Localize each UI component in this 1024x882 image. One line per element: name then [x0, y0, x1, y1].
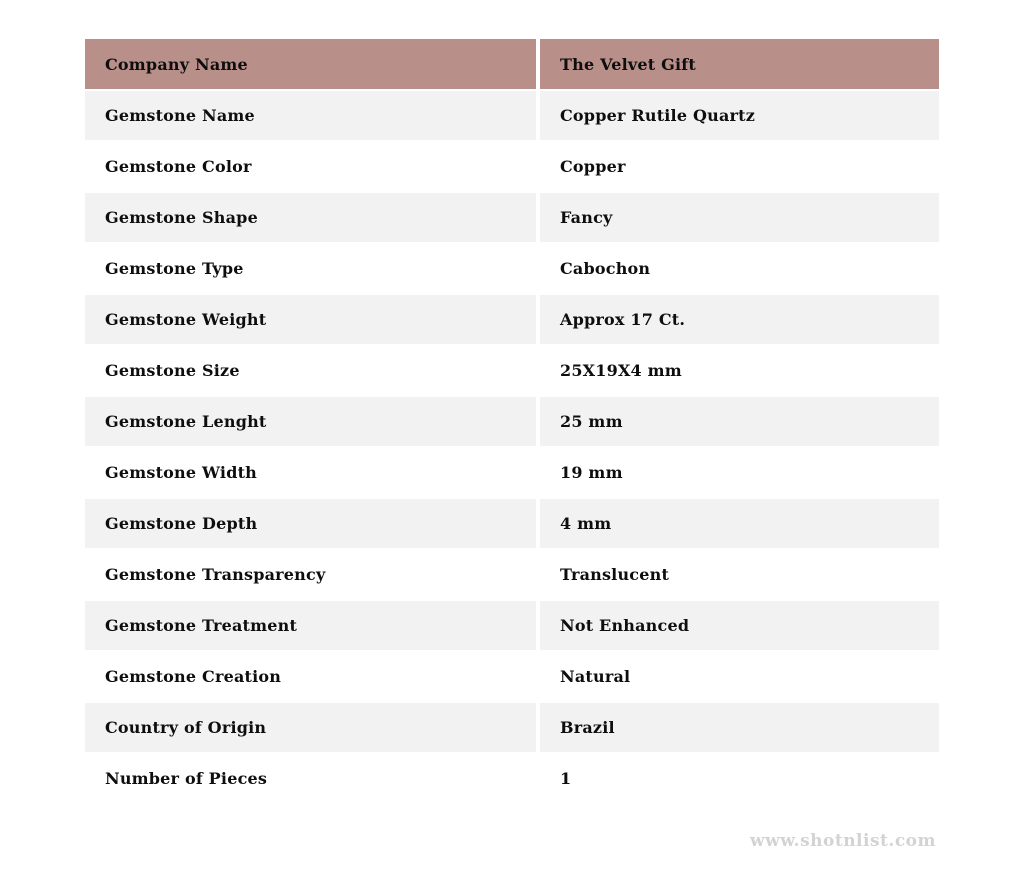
- row-label: Country of Origin: [85, 703, 536, 752]
- table-header-row: [85, 39, 939, 89]
- table-row: [85, 346, 939, 395]
- row-label: Gemstone Weight: [85, 295, 536, 344]
- table-row: [85, 397, 939, 446]
- table-row: [85, 295, 939, 344]
- table-row: [85, 448, 939, 497]
- row-label: Gemstone Creation: [85, 652, 536, 701]
- row-label: Gemstone Lenght: [85, 397, 536, 446]
- row-value: Copper: [540, 142, 939, 191]
- row-value: 25X19X4 mm: [540, 346, 939, 395]
- row-value: Translucent: [540, 550, 939, 599]
- row-label: Gemstone Width: [85, 448, 536, 497]
- row-value: 4 mm: [540, 499, 939, 548]
- row-value: Brazil: [540, 703, 939, 752]
- row-label: Gemstone Depth: [85, 499, 536, 548]
- watermark-text: www.shotnlist.com: [749, 831, 936, 851]
- row-value: Cabochon: [540, 244, 939, 293]
- table-row: [85, 703, 939, 752]
- row-value: Approx 17 Ct.: [540, 295, 939, 344]
- row-label: Gemstone Color: [85, 142, 536, 191]
- row-label: Gemstone Treatment: [85, 601, 536, 650]
- row-label: Gemstone Type: [85, 244, 536, 293]
- header-label-cell: Company Name: [85, 39, 536, 89]
- row-value: 25 mm: [540, 397, 939, 446]
- row-value: 19 mm: [540, 448, 939, 497]
- row-value: Fancy: [540, 193, 939, 242]
- table-row: [85, 244, 939, 293]
- row-label: Number of Pieces: [85, 754, 536, 803]
- row-label: Gemstone Transparency: [85, 550, 536, 599]
- table-row: [85, 754, 939, 803]
- table-row: [85, 142, 939, 191]
- row-value: Copper Rutile Quartz: [540, 91, 939, 140]
- table-row: [85, 601, 939, 650]
- gemstone-spec-table: [85, 39, 939, 805]
- table-body: [85, 91, 939, 803]
- row-label: Gemstone Size: [85, 346, 536, 395]
- table-row: [85, 193, 939, 242]
- header-value-cell: The Velvet Gift: [540, 39, 939, 89]
- row-value: Not Enhanced: [540, 601, 939, 650]
- row-label: Gemstone Name: [85, 91, 536, 140]
- table-row: [85, 652, 939, 701]
- row-label: Gemstone Shape: [85, 193, 536, 242]
- table-row: [85, 499, 939, 548]
- table-row: [85, 550, 939, 599]
- row-value: 1: [540, 754, 939, 803]
- row-value: Natural: [540, 652, 939, 701]
- table-row: [85, 91, 939, 140]
